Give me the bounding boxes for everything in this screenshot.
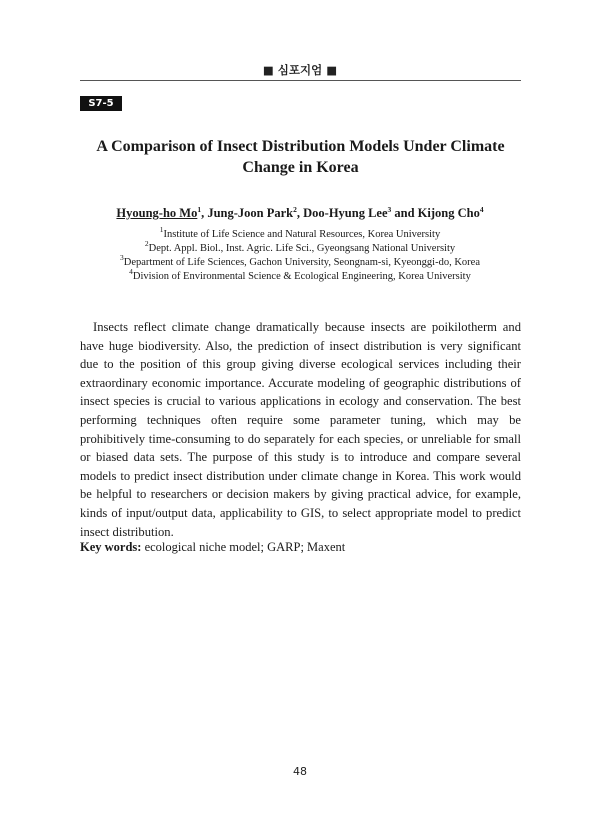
- affiliation-line: $^1$Institute of Life Science and Natural Resources, Korea University: [159, 225, 441, 240]
- author-name: Doo-Hyung Lee: [303, 206, 388, 220]
- author-affiliation-mark: 2: [293, 205, 297, 214]
- header-rule: [80, 80, 521, 81]
- session-code-badge: S7-5: [80, 96, 122, 111]
- author-affiliation-mark: 3: [387, 205, 392, 214]
- page-number: 48: [293, 765, 307, 778]
- section-header: ■ 심포지엄 ■: [262, 63, 338, 77]
- paper-title: A Comparison of Insect Distribution Models Under Climate Change in Korea: [96, 138, 505, 176]
- author-separator: ,: [201, 206, 208, 220]
- author-separator: and: [391, 206, 418, 220]
- affiliation-list: [60, 225, 540, 284]
- keywords-label: Key words:: [80, 540, 142, 554]
- affiliation-line: $^2$Dept. Appl. Biol., Inst. Agric. Life Sci., Gyeongsang National University: [144, 239, 456, 254]
- affiliation-line: $^3$Department of Life Sciences, Gachon University, Seongnam-si, Kyeonggi-do, Korea: [120, 253, 480, 268]
- author-name: Hyoung-ho Mo: [116, 206, 198, 220]
- keywords: [80, 540, 521, 555]
- author-name: Kijong Cho: [417, 206, 480, 220]
- author-name: Jung-Joon Park: [207, 206, 294, 220]
- author-affiliation-mark: 1: [197, 205, 202, 214]
- affiliation-line: $^4$Division of Environmental Science & Ecological Engineering, Korea University: [129, 267, 471, 282]
- author-list: [60, 206, 540, 221]
- abstract-text: Insects reflect climate change dramatically because insects are poikilotherm and have huge biodiversity. Also, the prediction of insect distribution is very significant due to the position of this group giving diverse ecological services including their extraordinary economic importance. Accurate modeling of geographic distributions of insect species is crucial to various applications in ecology and conservation. The best performing techniques often require some parameter tuning, which may be prohibitively time-consuming to do separately for each species, or unreliable for small or biased data sets. The purpose of this study is to introduce and compare several models to predict insect distribution under climate change in Korea. This work would be helpful to researchers or decision makers by giving practical advice, for example, kinds of input/output data, applicability to GIS, to select appropriate model to predict insect distribution.: [80, 320, 521, 539]
- author-separator: ,: [296, 206, 304, 220]
- keywords-text: ecological niche model; GARP; Maxent: [144, 540, 346, 554]
- author-affiliation-mark: 4: [479, 205, 484, 214]
